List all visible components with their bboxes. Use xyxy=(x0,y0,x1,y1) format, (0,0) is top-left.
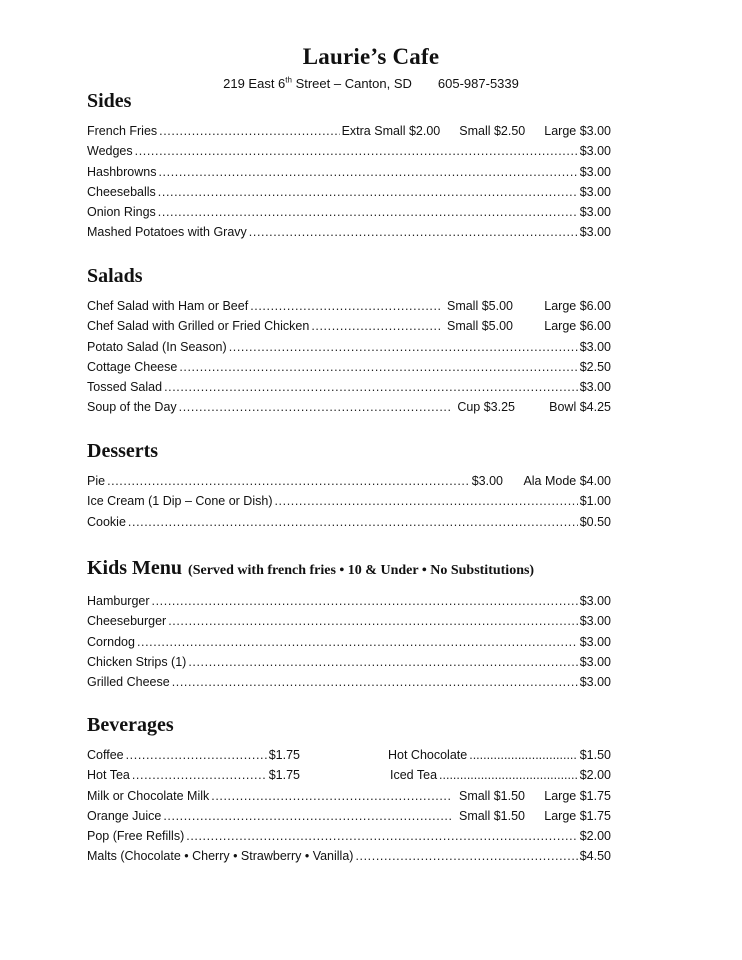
menu-item-hot-tea: Hot Tea ..... $1.75 xyxy=(87,768,300,782)
dot-leader xyxy=(158,205,578,219)
section-beverages xyxy=(87,714,611,870)
section-salads xyxy=(87,265,611,421)
item-price: $3.00 xyxy=(579,654,611,669)
item-price: $3.00 xyxy=(579,594,611,608)
menu-item: Cottage Cheese ..... $2.50 xyxy=(87,360,611,380)
menu-item: Onion Rings ..... $3.00 xyxy=(87,205,611,225)
menu-item: Cheeseburger ..... $3.00 xyxy=(87,614,611,634)
price-small: Small $5.00 xyxy=(446,319,513,334)
item-price: $0.50 xyxy=(579,514,611,529)
menu-row-coffee-hot-chocolate xyxy=(87,748,611,768)
menu-item: Grilled Cheese ..... $3.00 xyxy=(87,675,611,695)
section-title-salads: Salads xyxy=(87,265,143,287)
dot-leader xyxy=(158,165,577,179)
item-price: $3.00 xyxy=(579,675,611,690)
price-small: Small $1.50 xyxy=(458,808,525,823)
dot-leader xyxy=(249,225,578,239)
menu-item: Mashed Potatoes with Gravy ..... $3.00 xyxy=(87,225,611,245)
cafe-name: Laurie’s Cafe xyxy=(302,44,440,69)
menu-item-iced-tea: Iced Tea ..... $2.00 xyxy=(390,768,611,782)
dot-leader xyxy=(211,789,451,803)
dot-leader xyxy=(126,748,267,762)
price-large: Large $3.00 xyxy=(544,124,611,138)
menu-item-milk: Milk or Chocolate Milk ..... Small $1.50 Large $1.75 xyxy=(87,789,611,809)
item-price: $2.50 xyxy=(579,359,611,374)
section-desserts xyxy=(87,440,611,535)
item-price: $3.00 xyxy=(579,184,611,199)
menu-item-coffee: Coffee ..... $1.75 xyxy=(87,748,300,762)
item-price: $3.00 xyxy=(579,614,611,629)
item-price: $3.00 xyxy=(579,164,611,179)
menu-item-french-fries: French Fries ..... Extra Small $2.00 Small $2.50 Large $3.00 xyxy=(87,124,611,144)
menu-item-hot-chocolate: Hot Chocolate ..... $1.50 xyxy=(388,748,611,762)
menu-item: Corndog ..... $3.00 xyxy=(87,635,611,655)
menu-row-hot-tea-iced-tea xyxy=(87,768,611,788)
dot-leader xyxy=(164,380,578,394)
menu-item: Chicken Strips (1) ..... $3.00 xyxy=(87,655,611,675)
menu-item: Cookie ..... $0.50 xyxy=(87,515,611,535)
cafe-phone: 605-987-5339 xyxy=(437,76,519,92)
menu-item: Potato Salad (In Season) ..... $3.00 xyxy=(87,340,611,360)
price-large: Large $1.75 xyxy=(544,788,611,803)
dot-leader xyxy=(439,768,578,782)
dot-leader xyxy=(229,340,578,354)
menu-item-chef-salad-chicken: Chef Salad with Grilled or Fried Chicken ..... Small $5.00 Large $6.00 xyxy=(87,319,611,339)
item-price: $3.00 xyxy=(579,339,611,354)
item-price: $1.75 xyxy=(268,768,300,783)
dot-leader xyxy=(188,655,577,669)
section-sides xyxy=(87,90,611,246)
item-price: $3.00 xyxy=(471,474,503,488)
dot-leader xyxy=(179,360,577,374)
menu-item: Cheeseballs ..... $3.00 xyxy=(87,185,611,205)
item-price: $1.00 xyxy=(579,494,611,509)
menu-item: Hashbrowns ..... $3.00 xyxy=(87,165,611,185)
item-price: $1.50 xyxy=(579,748,611,762)
dot-leader xyxy=(163,809,451,823)
dot-leader xyxy=(172,675,578,689)
section-title-beverages: Beverages xyxy=(87,714,174,736)
section-title-desserts: Desserts xyxy=(87,440,159,462)
menu-item-soup: Soup of the Day ..... Cup $3.25 Bowl $4.25 xyxy=(87,400,611,420)
dot-leader xyxy=(135,144,578,158)
menu-item-chef-salad-ham: Chef Salad with Ham or Beef ..... Small $5.00 Large $6.00 xyxy=(87,299,611,319)
menu-item-pie: Pie ..... $3.00 Ala Mode $4.00 xyxy=(87,474,611,494)
menu-item: Tossed Salad ..... $3.00 xyxy=(87,380,611,400)
price-small: Small $1.50 xyxy=(458,788,525,803)
dot-leader xyxy=(107,474,470,488)
price-bowl: Bowl $4.25 xyxy=(549,400,611,415)
menu-item: Wedges ..... $3.00 xyxy=(87,144,611,164)
item-price: $2.00 xyxy=(579,768,611,783)
dot-leader xyxy=(159,124,339,138)
dot-leader xyxy=(128,515,578,529)
item-price: $3.00 xyxy=(579,634,611,649)
dot-leader xyxy=(355,849,577,863)
price-small: Small $5.00 xyxy=(446,299,513,313)
price-large: Large $6.00 xyxy=(544,299,611,313)
menu-item: Pop (Free Refills) ..... $2.00 xyxy=(87,829,611,849)
menu-header xyxy=(0,44,742,92)
section-title-sides: Sides xyxy=(87,90,132,112)
section-title-kids: Kids Menu (Served with french fries • 10 & Under • No Substitutions) xyxy=(87,557,535,579)
dot-leader xyxy=(158,185,578,199)
price-ala-mode: Ala Mode $4.00 xyxy=(523,474,611,488)
dot-leader xyxy=(250,299,441,313)
dot-leader xyxy=(152,594,578,608)
item-price: $3.00 xyxy=(579,225,611,240)
dot-leader xyxy=(274,494,577,508)
price-large: Large $1.75 xyxy=(544,808,611,823)
section-kids-menu xyxy=(87,557,627,695)
address-street: 219 East 6th Street – Canton, SD xyxy=(223,76,412,92)
dot-leader xyxy=(186,829,577,843)
price-cup: Cup $3.25 xyxy=(457,400,515,415)
item-price: $4.50 xyxy=(579,849,611,864)
menu-item: Hamburger ..... $3.00 xyxy=(87,594,611,614)
price-extra-small: Extra Small $2.00 xyxy=(341,124,441,138)
kids-menu-note: (Served with french fries • 10 & Under • No Substitutions) xyxy=(188,563,535,578)
item-price: $2.00 xyxy=(579,829,611,844)
item-price: $1.75 xyxy=(268,748,300,762)
dot-leader xyxy=(132,768,267,782)
item-price: $3.00 xyxy=(579,144,611,159)
menu-item: Ice Cream (1 Dip – Cone or Dish) ..... $1.00 xyxy=(87,494,611,514)
price-large: Large $6.00 xyxy=(544,319,611,334)
item-price: $3.00 xyxy=(579,380,611,395)
dot-leader xyxy=(469,748,578,762)
dot-leader xyxy=(179,400,451,414)
dot-leader xyxy=(168,614,578,628)
item-price: $3.00 xyxy=(579,205,611,220)
menu-item-orange-juice: Orange Juice ..... Small $1.50 Large $1.75 xyxy=(87,809,611,829)
menu-item: Malts (Chocolate • Cherry • Strawberry • Vanilla) ..... $4.50 xyxy=(87,849,611,869)
price-small: Small $2.50 xyxy=(459,124,526,138)
dot-leader xyxy=(311,319,441,333)
dot-leader xyxy=(137,635,578,649)
